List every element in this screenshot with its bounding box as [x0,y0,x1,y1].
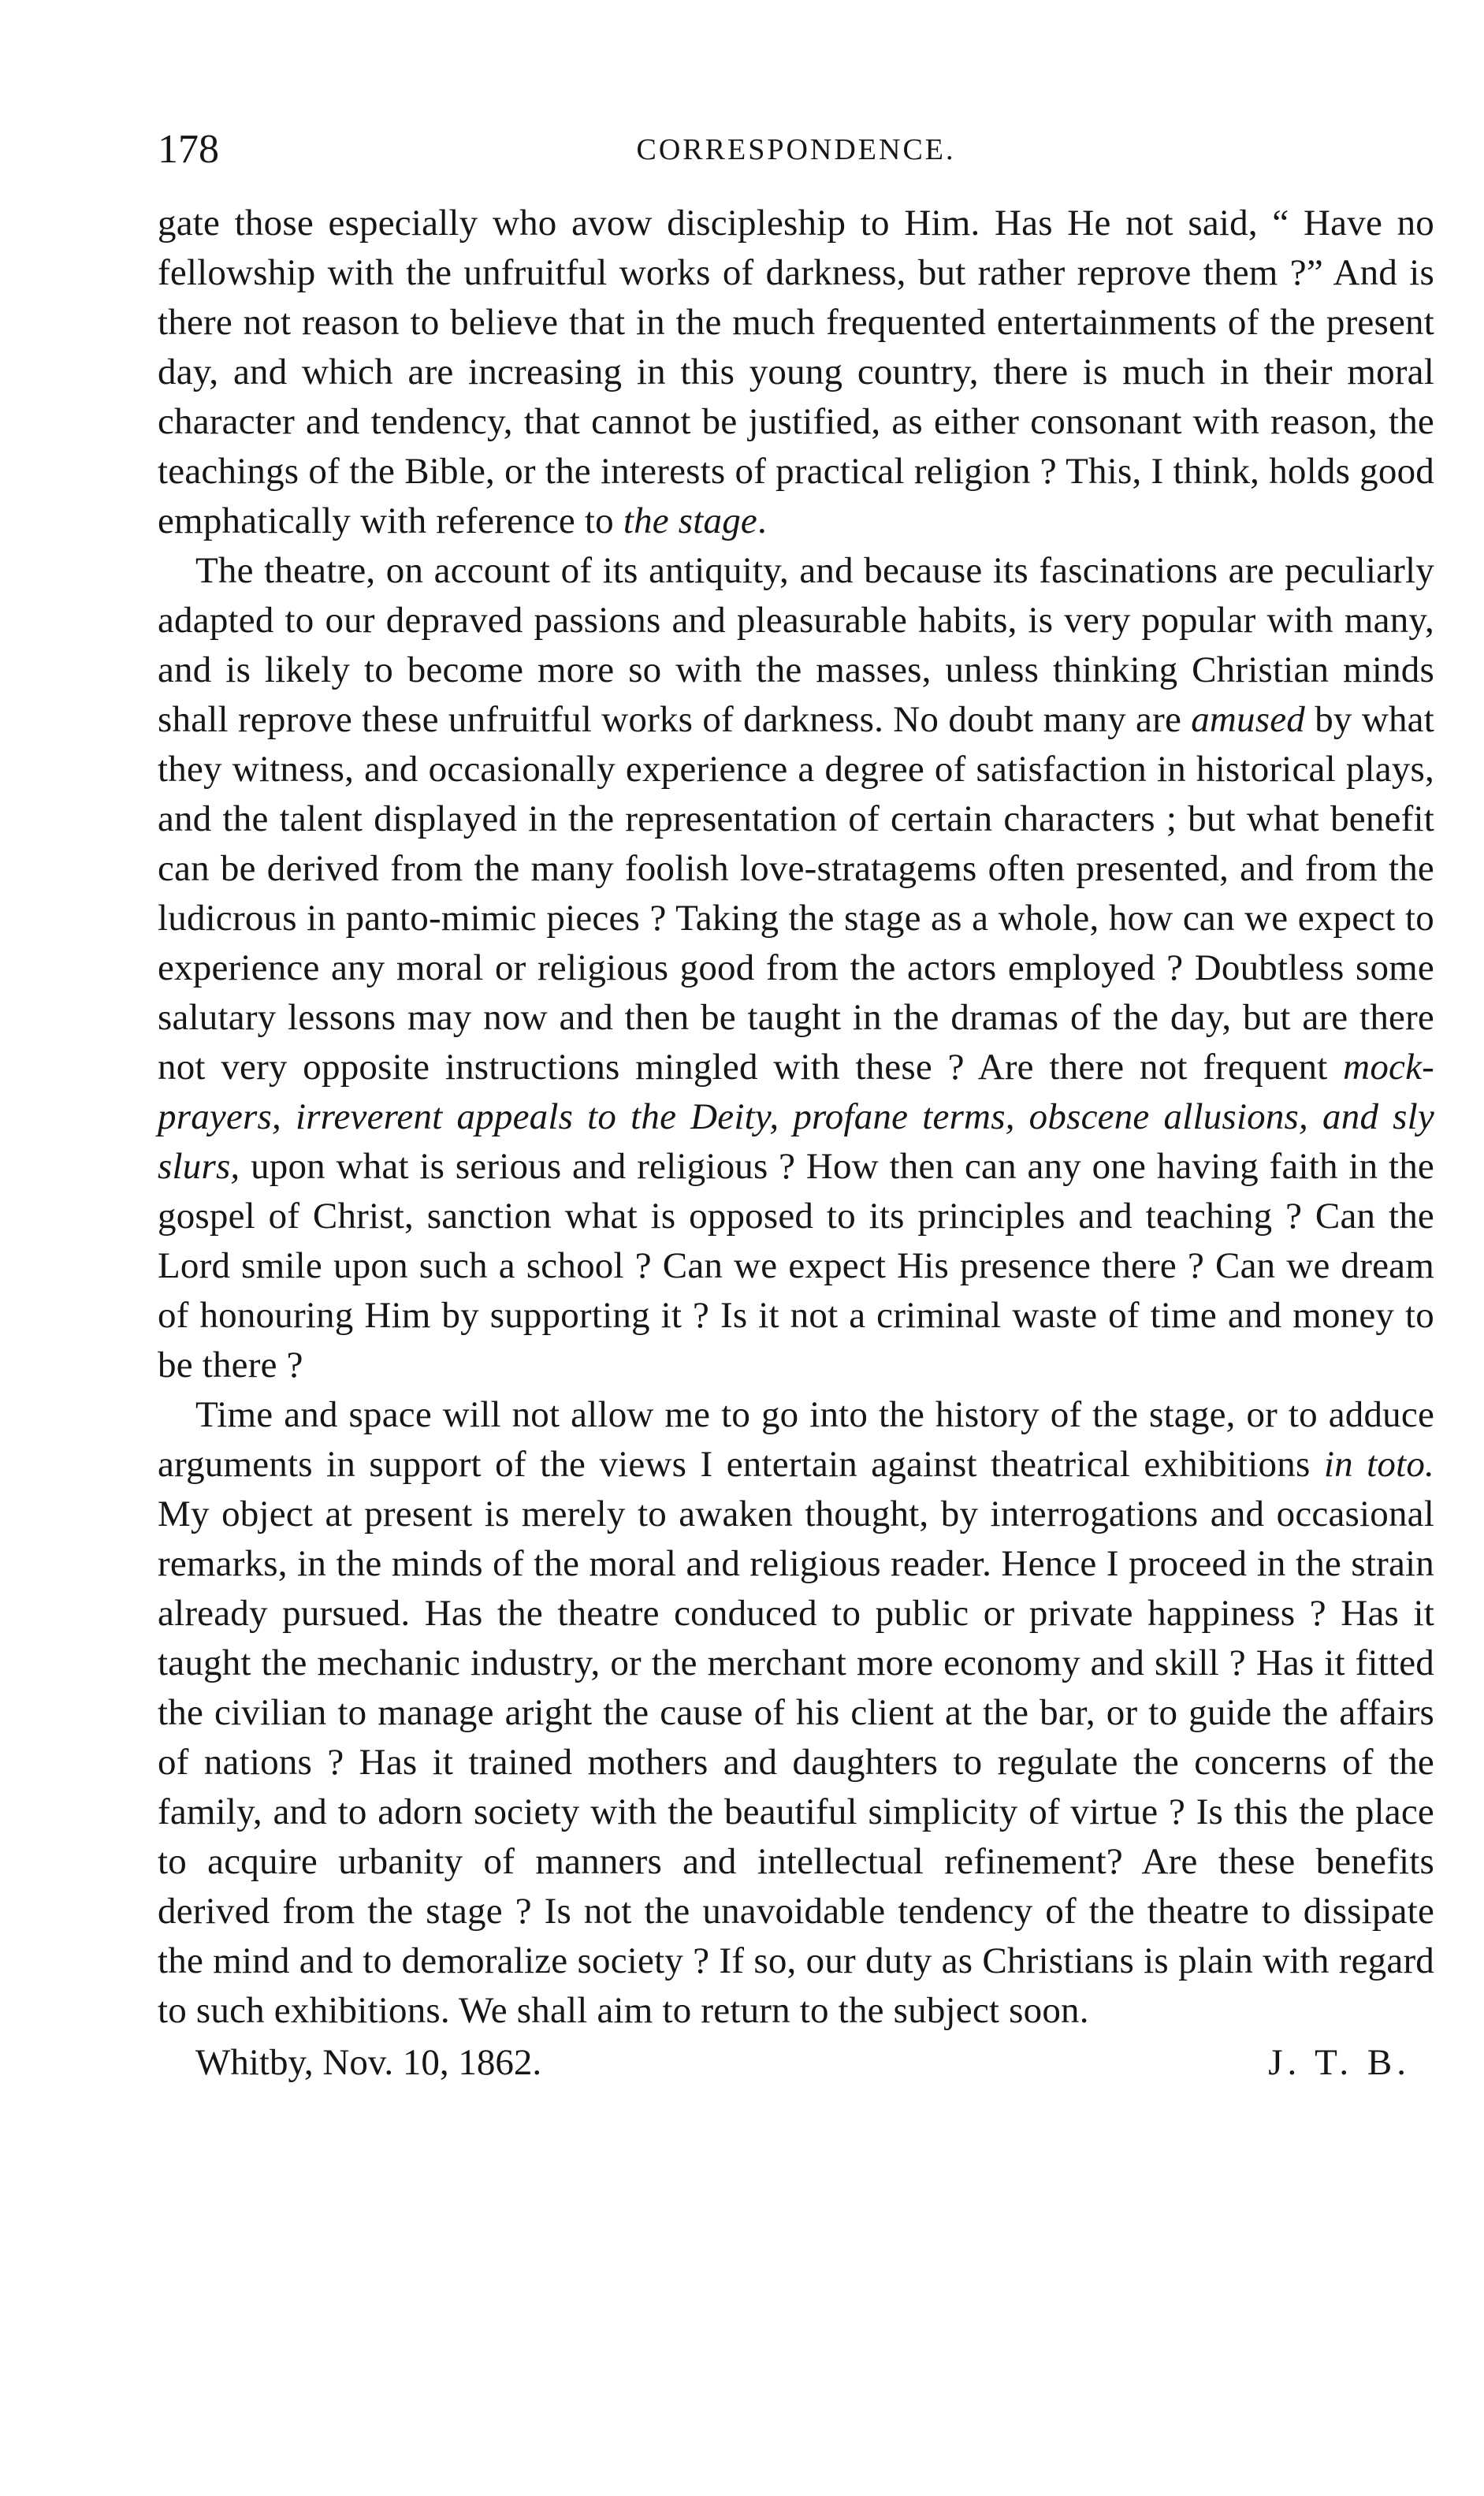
paragraph-3-text-b: My object at present is merely to awaken thought, by interrogations and occasional remarks, in the minds of the moral and religious reader. Hence I proceed in the strain already pursued. Has the theatre conduced to public or private happiness ? Has it taught the mechanic industry, or the merchant more economy and skill ? Has it fitted the civilian to manage aright the cause of his client at the bar, or to guide the affairs of nations ? Has it trained mothers and daughters to regulate the concerns of the family, and to adorn society with the beautiful simplicity of virtue ? Is this the place to acquire urbanity of manners and intellectual refinement? Are these benefits derived from the stage ? Is not the unavoidable tendency of the theatre to dissipate the mind and to demoralize society ? If so, our duty as Christians is plain with regard to such exhibitions. We shall aim to return to the subject soon. [158,1494,1434,2031]
signature-line [158,2037,1434,2088]
paragraph-2-italic-amused: amused [1191,699,1306,740]
paragraph-3-text-a: Time and space will not allow me to go into the history of the stage, or to adduce arguments in support of the views I entertain against theatrical exhibitions [158,1394,1434,1485]
paragraph-2-text-a: The theatre, on account of its antiquity, and because its fascinations are peculiarly adapted to our depraved passions and pleasurable habits, is very popular with many, and is likely to become more so with the masses, unless thinking Christian minds shall reprove these unfruitful works of darkness. No doubt many are [158,550,1434,740]
paragraph-1-text: gate those especially who avow discipleship to Him. Has He not said, “ Have no fellowship with the unfruitful works of darkness, but rather reprove them ?” And is there not reason to believe that in the much frequented entertainments of the present day, and which are increasing in this young country, there is much in their moral character and tendency, that cannot be justified, as either consonant with reason, the teachings of the Bible, or the interests of practical religion ? This, I think, holds good emphatically with reference to [158,203,1434,541]
paragraph-1-end: . [757,500,767,541]
paragraph-2-italic-list: mock-prayers, irreverent appeals to the Deity, profane terms, obscene allusions, and sly slurs, [158,1047,1434,1187]
paragraph-3 [158,1390,1434,2036]
paragraph-2-text-c: upon what is serious and religious ? How then can any one having faith in the gospel of Christ, sanction what is opposed to its principles and teaching ? Can the Lord smile upon such a school ? Can we expect His presence there ? Can we dream of honouring Him by supporting it ? Is it not a criminal waste of time and money to be there ? [158,1146,1434,1386]
running-head: CORRESPONDENCE. [636,133,956,166]
page-number: 178 [158,127,219,172]
paragraph-1-italic: the stage [623,500,757,541]
paragraph-2-text-b: by what they witness, and occasionally experience a degree of satisfaction in historical plays, and the talent displayed in the representation of certain characters ; but what benefit can be derived from the many foolish love-stratagems often presented, and from the ludicrous in panto-mimic pieces ? Taking the stage as a whole, how can we expect to experience any moral or religious good from the actors employed ? Doubtless some salutary lessons may now and then be taught in the dramas of the day, but are there not very opposite instructions mingled with these ? Are there not frequent [158,699,1434,1088]
paragraph-1 [158,199,1434,546]
article-body [158,199,1434,2036]
paragraph-3-italic: in toto. [1323,1444,1434,1485]
paragraph-2 [158,546,1434,1390]
place-date: Whitby, Nov. 10, 1862. [195,2042,542,2083]
document-page [158,118,1434,2088]
page-header [158,118,1434,181]
author-initials: J. T. B. [1268,2042,1411,2083]
